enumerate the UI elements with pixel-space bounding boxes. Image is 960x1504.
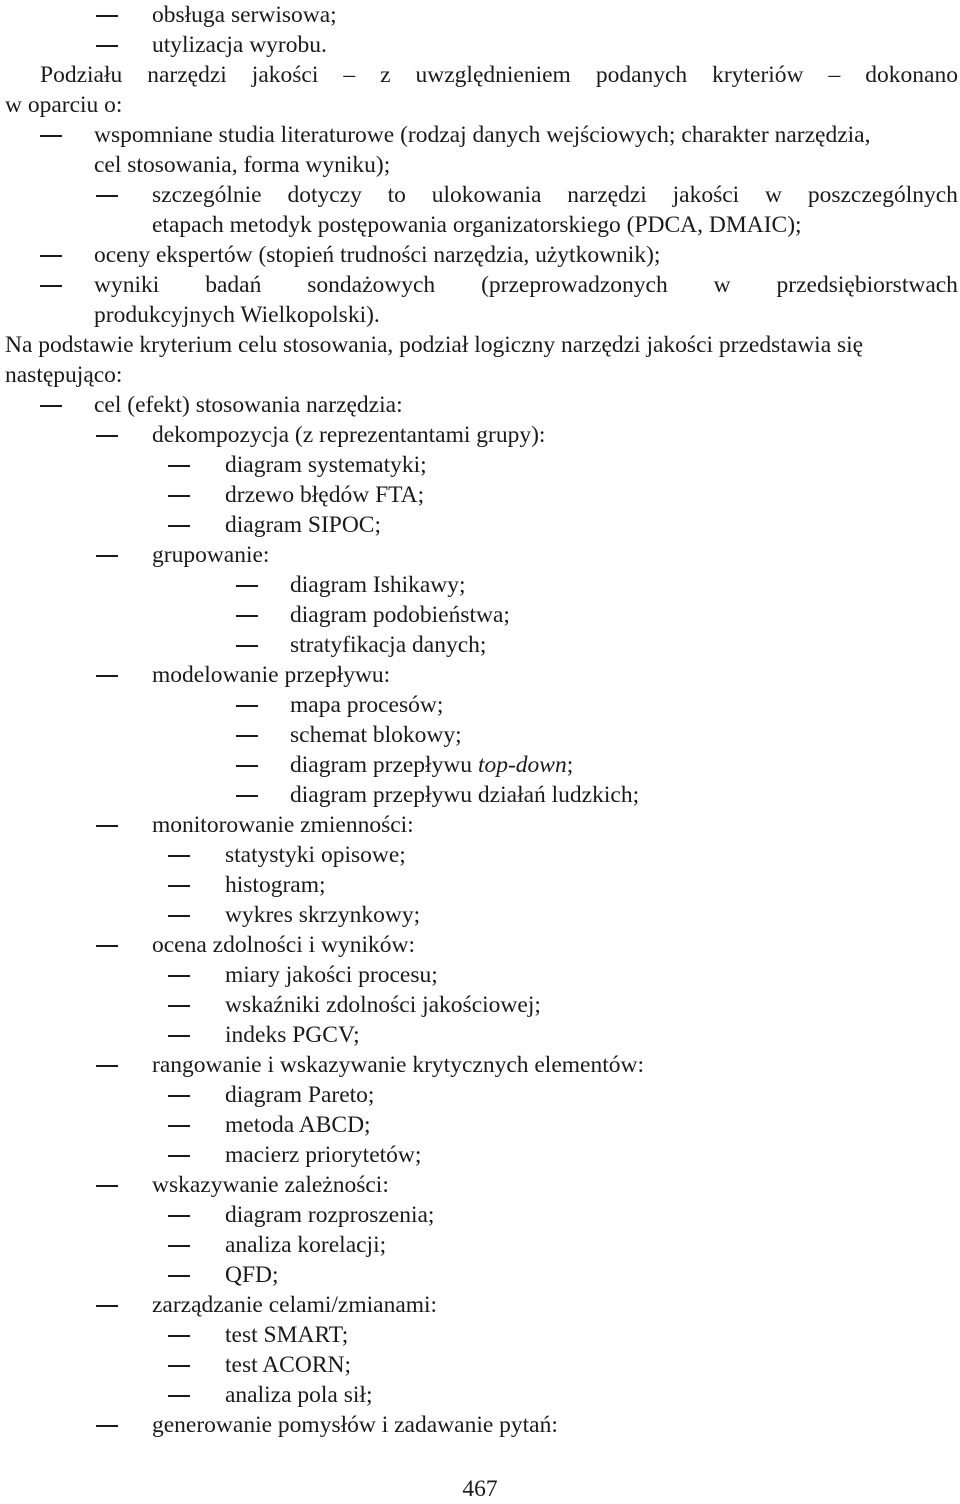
word: jakości — [672, 182, 740, 208]
word: to — [387, 182, 406, 208]
group-item: wskaźniki zdolności jakościowej; — [225, 992, 541, 1018]
word: kryteriów — [712, 62, 804, 88]
group-item: diagram Pareto; — [225, 1082, 375, 1108]
group-item: indeks PGCV; — [225, 1022, 360, 1048]
group-label: wskazywanie zależności: — [152, 1172, 389, 1198]
group-item: wykres skrzynkowy; — [225, 902, 421, 928]
word: narzędzi — [147, 62, 227, 88]
group-item: QFD; — [225, 1262, 279, 1288]
list-item-continuation: cel stosowania, forma wyniku); — [94, 152, 391, 178]
dash-bullet — [236, 705, 258, 707]
dash-bullet — [40, 405, 62, 407]
group-item: analiza pola sił; — [225, 1382, 373, 1408]
dash-bullet — [236, 795, 258, 797]
word: w — [713, 272, 731, 298]
word: – — [343, 62, 356, 88]
group-item: miary jakości procesu; — [225, 962, 438, 988]
dash-bullet — [96, 15, 118, 17]
group-item: drzewo błędów FTA; — [225, 482, 425, 508]
group-item: diagram przepływu działań ludzkich; — [290, 782, 640, 808]
word: z — [380, 62, 391, 88]
word: jakości — [251, 62, 319, 88]
group-item: test ACORN; — [225, 1352, 352, 1378]
group-item: stratyfikacja danych; — [290, 632, 487, 658]
word: wyniki — [94, 272, 160, 298]
group-item: macierz priorytetów; — [225, 1142, 422, 1168]
list-item — [94, 270, 958, 300]
group-item: diagram podobieństwa; — [290, 602, 510, 628]
dash-bullet — [96, 945, 118, 947]
dash-bullet — [96, 825, 118, 827]
dash-bullet — [96, 1305, 118, 1307]
group-label: zarządzanie celami/zmianami: — [152, 1292, 438, 1318]
group-item: analiza korelacji; — [225, 1232, 387, 1258]
group-item: test SMART; — [225, 1322, 349, 1348]
paragraph-line: Na podstawie kryterium celu stosowania, podział logiczny narzędzi jakości przedstawia się — [5, 332, 864, 358]
group-item: metoda ABCD; — [225, 1112, 371, 1138]
paragraph-line: w oparciu o: — [5, 92, 123, 118]
group-label: dekompozycja (z reprezentantami grupy): — [152, 422, 546, 448]
dash-bullet — [236, 765, 258, 767]
word: ulokowania — [431, 182, 542, 208]
dash-bullet — [40, 135, 62, 137]
group-item: diagram SIPOC; — [225, 512, 382, 538]
dash-bullet — [96, 435, 118, 437]
list-item-continuation: produkcyjnych Wielkopolski). — [94, 302, 380, 328]
dash-bullet — [236, 735, 258, 737]
dash-bullet — [96, 675, 118, 677]
dash-bullet — [96, 195, 118, 197]
dash-bullet — [40, 255, 62, 257]
dash-bullet — [168, 1095, 190, 1097]
word: sondażowych — [307, 272, 436, 298]
dash-bullet — [168, 1125, 190, 1127]
word: podanych — [595, 62, 688, 88]
dash-bullet — [168, 1335, 190, 1337]
word: (przeprowadzonych — [481, 272, 668, 298]
dash-bullet — [96, 1185, 118, 1187]
dash-bullet — [96, 555, 118, 557]
list-item-continuation: etapach metodyk postępowania organizatorskiego (PDCA, DMAIC); — [152, 212, 802, 238]
dash-bullet — [96, 1065, 118, 1067]
group-label: modelowanie przepływu: — [152, 662, 391, 688]
dash-bullet — [168, 465, 190, 467]
word: Podziału — [40, 62, 123, 88]
dash-bullet — [168, 495, 190, 497]
tree-root: cel (efekt) stosowania narzędzia: — [94, 392, 403, 418]
group-item: mapa procesów; — [290, 692, 444, 718]
dash-bullet — [168, 1395, 190, 1397]
list-item — [152, 180, 958, 210]
group-item: statystyki opisowe; — [225, 842, 406, 868]
dash-bullet — [168, 885, 190, 887]
word: – — [828, 62, 841, 88]
dash-bullet — [40, 285, 62, 287]
group-label: generowanie pomysłów i zadawanie pytań: — [152, 1412, 558, 1438]
group-item: schemat blokowy; — [290, 722, 462, 748]
dash-bullet — [236, 615, 258, 617]
dash-bullet — [236, 645, 258, 647]
word: dokonano — [865, 62, 958, 88]
group-label: monitorowanie zmienności: — [152, 812, 414, 838]
word: uwzględnieniem — [415, 62, 571, 88]
list-item: wspomniane studia literaturowe (rodzaj danych wejściowych; charakter narzędzia, — [94, 122, 871, 148]
italic-term: top-down — [477, 752, 567, 778]
group-label: rangowanie i wskazywanie krytycznych elementów: — [152, 1052, 645, 1078]
dash-bullet — [168, 855, 190, 857]
word: dotyczy — [287, 182, 362, 208]
paragraph-line: następująco: — [5, 362, 123, 388]
item-text: diagram przepływu — [290, 752, 478, 778]
dash-bullet — [168, 525, 190, 527]
word: przedsiębiorstwach — [776, 272, 958, 298]
dash-bullet — [96, 45, 118, 47]
group-item: diagram systematyki; — [225, 452, 427, 478]
group-item: diagram rozproszenia; — [225, 1202, 435, 1228]
dash-bullet — [168, 1005, 190, 1007]
word: badań — [205, 272, 262, 298]
dash-bullet — [236, 585, 258, 587]
dash-bullet — [168, 1035, 190, 1037]
page-number: 467 — [462, 1476, 498, 1502]
word: w — [765, 182, 783, 208]
dash-bullet — [168, 975, 190, 977]
paragraph-line — [40, 60, 958, 90]
group-item: diagram Ishikawy; — [290, 572, 466, 598]
group-item — [290, 750, 573, 780]
dash-bullet — [168, 1275, 190, 1277]
group-label: ocena zdolności i wyników: — [152, 932, 416, 958]
dash-bullet — [168, 1155, 190, 1157]
word: szczególnie — [152, 182, 262, 208]
word: poszczególnych — [807, 182, 958, 208]
intro-item: utylizacja wyrobu. — [152, 32, 327, 58]
group-label: grupowanie: — [152, 542, 270, 568]
list-item: oceny ekspertów (stopień trudności narzędzia, użytkownik); — [94, 242, 661, 268]
intro-item: obsługa serwisowa; — [152, 2, 337, 28]
dash-bullet — [168, 1245, 190, 1247]
item-suffix: ; — [566, 752, 574, 778]
dash-bullet — [168, 915, 190, 917]
dash-bullet — [168, 1215, 190, 1217]
word: narzędzi — [567, 182, 647, 208]
dash-bullet — [96, 1425, 118, 1427]
group-item: histogram; — [225, 872, 326, 898]
dash-bullet — [168, 1365, 190, 1367]
